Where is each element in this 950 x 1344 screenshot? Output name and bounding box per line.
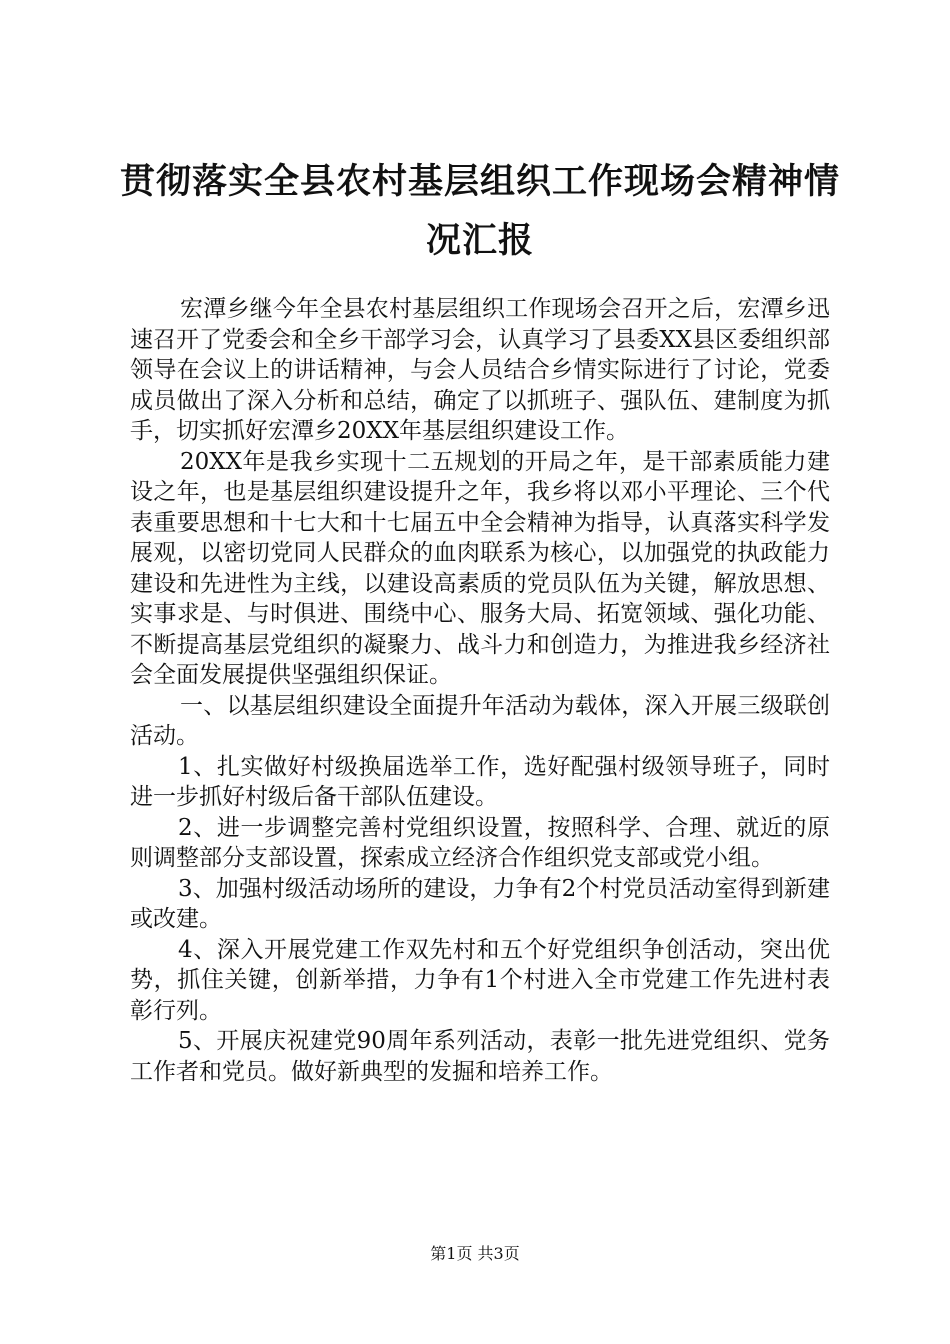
list-item-5: 5、开展庆祝建党90周年系列活动，表彰一批先进党组织、党务工作者和党员。做好新典型的发掘和培养工作。 xyxy=(130,1028,830,1085)
paragraph-intro: 宏潭乡继今年全县农村基层组织工作现场会召开之后，宏潭乡迅速召开了党委会和全乡干部学习会，认真学习了县委XX县区委组织部领导在会议上的讲话精神，与会人员结合乡情实际进行了讨论，党委成员做出了深入分析和总结，确定了以抓班子、强队伍、建制度为抓手，切实抓好宏潭乡20XX年基层组织建设工作。 xyxy=(130,296,830,444)
page-number-footer: 第1页 共3页 xyxy=(430,1244,520,1263)
document-title-line-1: 贯彻落实全县农村基层组织工作现场会精神情 xyxy=(119,161,840,202)
list-item-2: 2、进一步调整完善村党组织设置，按照科学、合理、就近的原则调整部分支部设置，探索成立经济合作组织党支部或党小组。 xyxy=(130,814,830,871)
section-heading-1: 一、以基层组织建设全面提升年活动为载体，深入开展三级联创活动。 xyxy=(130,692,830,749)
paragraph-overview: 20XX年是我乡实现十二五规划的开局之年，是干部素质能力建设之年，也是基层组织建设提升之年，我乡将以邓小平理论、三个代表重要思想和十七大和十七届五中全会精神为指导，认真落实科学发展观，以密切党同人民群众的血肉联系为核心，以加强党的执政能力建设和先进性为主线，以建设高素质的党员队伍为关键，解放思想、实事求是、与时俱进、围绕中心、服务大局、拓宽领域、强化功能、不断提高基层党组织的凝聚力、战斗力和创造力，为推进我乡经济社会全面发展提供坚强组织保证。 xyxy=(130,448,830,688)
list-item-4: 4、深入开展党建工作双先村和五个好党组织争创活动，突出优势，抓住关键，创新举措，力争有1个村进入全市党建工作先进村表彰行列。 xyxy=(130,936,830,1024)
list-item-1: 1、扎实做好村级换届选举工作，选好配强村级领导班子，同时进一步抓好村级后备干部队伍建设。 xyxy=(130,753,830,810)
document-body xyxy=(130,294,830,1087)
document-title-line-2: 况汇报 xyxy=(425,220,534,261)
list-item-3: 3、加强村级活动场所的建设，力争有2个村党员活动室得到新建或改建。 xyxy=(130,875,830,932)
